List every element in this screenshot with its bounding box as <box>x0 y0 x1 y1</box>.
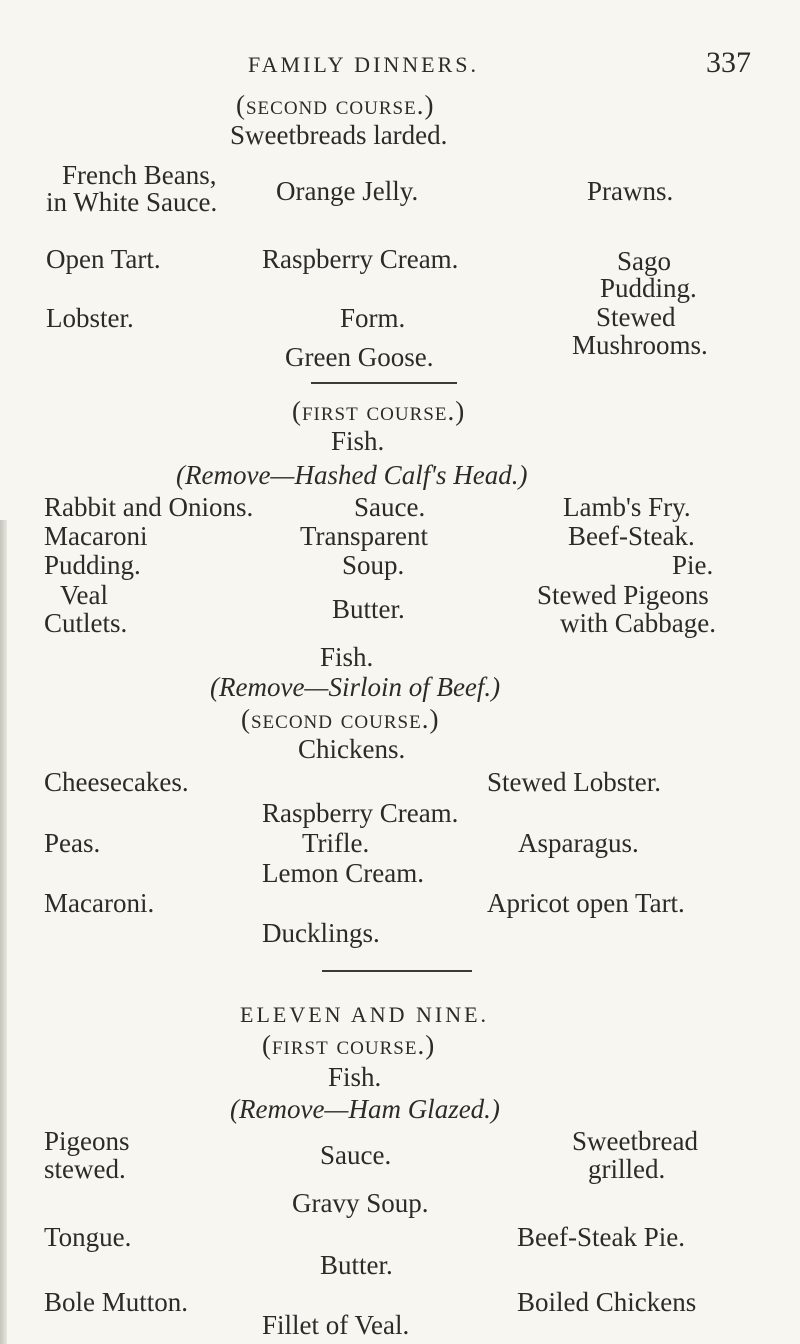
menu-b-lambs-fry: Lamb's Fry. <box>563 492 691 522</box>
menu-c-grilled: grilled. <box>588 1154 666 1184</box>
menu-c-tongue: Tongue. <box>44 1222 132 1252</box>
menu-a-sweetbreads: Sweetbreads larded. <box>230 120 448 150</box>
menu-c-pigeons: Pigeons <box>44 1126 130 1156</box>
menu-b-lemon-cream: Lemon Cream. <box>262 858 424 888</box>
menu-a-lobster: Lobster. <box>46 303 134 333</box>
menu-b-rabbit: Rabbit and Onions. <box>44 492 254 522</box>
menu-b-fish-bottom: Fish. <box>320 642 374 672</box>
menu-b-chickens: Chickens. <box>298 734 406 764</box>
menu-b-sauce: Sauce. <box>354 492 426 522</box>
menu-c-boiled-chickens: Boiled Chickens <box>517 1287 697 1317</box>
section-divider-2 <box>322 970 472 972</box>
menu-a-french-beans-1: French Beans, <box>62 160 217 190</box>
menu-b-stewed-pigeons: Stewed Pigeons <box>537 580 709 610</box>
menu-b-cutlets: Cutlets. <box>44 608 128 638</box>
menu-b-raspberry-cream: Raspberry Cream. <box>262 798 459 828</box>
menu-a-green-goose: Green Goose. <box>285 342 434 372</box>
menu-c-course-heading: (first course.) <box>262 1030 436 1060</box>
menu-a-form: Form. <box>340 303 406 333</box>
menu-b-transparent: Transparent <box>300 521 428 551</box>
menu-b-soup: Soup. <box>342 550 405 580</box>
menu-b-peas: Peas. <box>44 828 101 858</box>
menu-c-title: ELEVEN AND NINE. <box>240 1002 490 1027</box>
menu-b-stewed-lobster: Stewed Lobster. <box>487 767 661 797</box>
menu-a-sago: Sago <box>617 246 671 276</box>
menu-b-pie: Pie. <box>672 550 714 580</box>
menu-c-beef-steak-pie: Beef-Steak Pie. <box>517 1222 685 1252</box>
menu-b-cheesecakes: Cheesecakes. <box>44 767 189 797</box>
menu-a-stewed: Stewed <box>596 302 676 332</box>
menu-a-raspberry-cream: Raspberry Cream. <box>262 244 459 274</box>
menu-b-remove-bottom: (Remove—Sirloin of Beef.) <box>210 672 501 702</box>
menu-b-apricot-tart: Apricot open Tart. <box>487 888 685 918</box>
menu-b-trifle: Trifle. <box>302 828 370 858</box>
menu-b-macaroni: Macaroni <box>44 521 148 551</box>
menu-c-sweetbread: Sweetbread <box>572 1126 698 1156</box>
menu-b-beef-steak: Beef-Steak. <box>568 521 695 551</box>
menu-b-butter: Butter. <box>332 594 405 624</box>
menu-b-veal: Veal <box>60 580 108 610</box>
menu-b-second-course-heading: (second course.) <box>241 704 440 734</box>
page-edge-shadow <box>0 520 7 1344</box>
menu-c-remove: (Remove—Ham Glazed.) <box>230 1094 500 1124</box>
menu-a-course-heading: (second course.) <box>236 90 435 120</box>
running-title: FAMILY DINNERS. <box>248 52 480 77</box>
menu-a-pudding: Pudding. <box>600 273 697 303</box>
section-divider <box>311 382 457 384</box>
menu-b-with-cabbage: with Cabbage. <box>560 608 716 638</box>
menu-a-mushrooms: Mushrooms. <box>572 330 708 360</box>
menu-b-ducklings: Ducklings. <box>262 918 380 948</box>
menu-b-first-course-heading: (first course.) <box>292 396 466 426</box>
menu-c-fish: Fish. <box>328 1062 382 1092</box>
menu-b-asparagus: Asparagus. <box>518 828 639 858</box>
menu-c-gravy-soup: Gravy Soup. <box>292 1188 429 1218</box>
menu-b-remove-top: (Remove—Hashed Calf's Head.) <box>176 460 528 490</box>
menu-b-pudding: Pudding. <box>44 550 141 580</box>
menu-c-fillet-of-veal: Fillet of Veal. <box>262 1310 410 1340</box>
menu-a-prawns: Prawns. <box>587 176 674 206</box>
menu-b-macaroni-2: Macaroni. <box>44 888 155 918</box>
menu-c-stewed: stewed. <box>44 1154 126 1184</box>
menu-c-butter: Butter. <box>320 1250 393 1280</box>
menu-b-fish-top: Fish. <box>331 426 385 456</box>
menu-a-open-tart: Open Tart. <box>46 244 161 274</box>
menu-c-bole-mutton: Bole Mutton. <box>44 1287 189 1317</box>
menu-c-sauce: Sauce. <box>320 1140 392 1170</box>
menu-a-orange-jelly: Orange Jelly. <box>276 176 419 206</box>
menu-a-french-beans-2: in White Sauce. <box>46 187 218 217</box>
page-number: 337 <box>706 46 751 79</box>
